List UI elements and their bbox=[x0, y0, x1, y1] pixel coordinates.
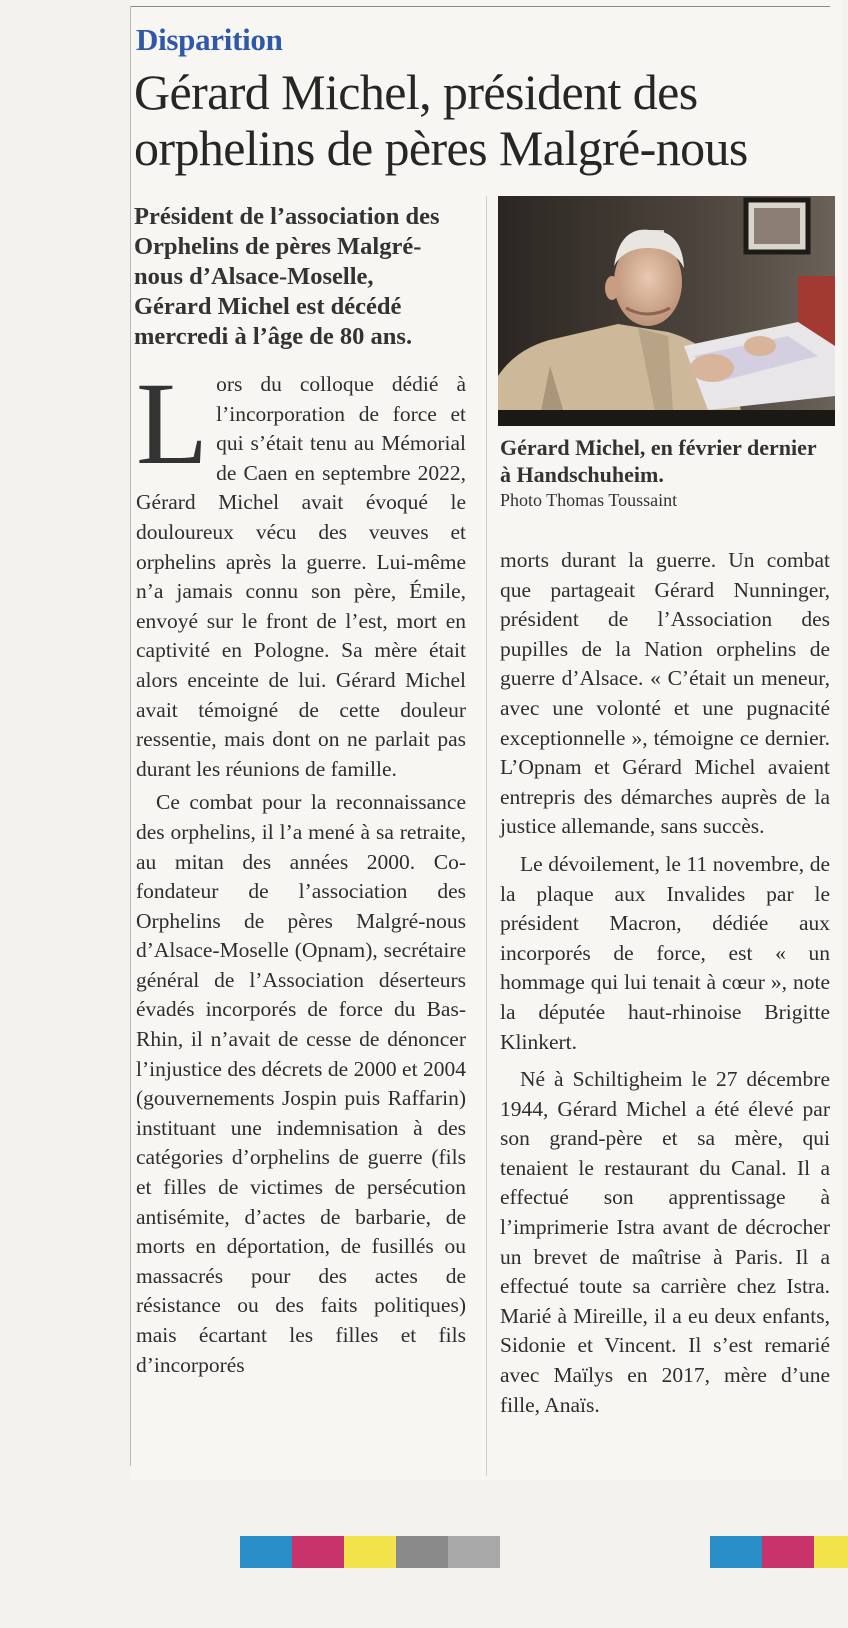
color-swatch bbox=[814, 1536, 848, 1568]
color-swatch bbox=[344, 1536, 396, 1568]
drop-cap: L bbox=[136, 358, 209, 489]
print-color-bar-left bbox=[240, 1536, 500, 1568]
photo-credit: Photo Thomas Toussaint bbox=[500, 490, 678, 510]
print-color-bar-right bbox=[710, 1536, 848, 1568]
left-rule bbox=[130, 6, 131, 1466]
body-paragraph: morts durant la guerre. Un combat que partageait Gérard Nunninger, président de l’Association des pupilles de la Nation orphelins de guerre d’Alsace. « C’était un meneur, avec une volonté et une pugnacité exceptionnelle », témoigne ce dernier. L’Opnam et Gérard Michel avaient entrepris des démarches auprès de la justice allemande, sans succès. bbox=[500, 548, 830, 839]
body-paragraph: Le dévoilement, le 11 novembre, de la plaque aux Invalides par le président Macron, dédiée aux incorporés de force, est « un hommage qui lui tenait à cœur », note la députée haut-rhinoise Brigitte Klinkert. bbox=[500, 851, 830, 1054]
portrait-photo-illustration bbox=[498, 196, 835, 426]
photo-caption bbox=[500, 434, 830, 512]
photo-caption-text: Gérard Michel, en février dernier à Handschuheim. bbox=[500, 435, 817, 487]
top-rule bbox=[130, 6, 830, 7]
portrait-photo bbox=[498, 196, 835, 426]
body-paragraph-text: ors du colloque dédié à l’incorporation de force et qui s’était tenu au Mémorial de Caen en septembre 2022, Gérard Michel avait évoqué le douloureux vécu des veuves et orphelins après la guerre. Lui-même n’a jamais connu son père, Émile, envoyé sur le front de l’est, mort en captivité en Pologne. Sa mère était alors enceinte de lui. Gérard Michel avait témoigné de cette douleur ressentie, mais dont on ne parlait pas durant les réunions de famille. bbox=[136, 372, 466, 781]
color-swatch bbox=[292, 1536, 344, 1568]
article-headline: Gérard Michel, président des orphelins de pères Malgré-nous bbox=[134, 64, 748, 176]
color-swatch bbox=[448, 1536, 500, 1568]
color-swatch bbox=[240, 1536, 292, 1568]
body-paragraph bbox=[136, 358, 466, 784]
body-paragraph: Né à Schiltigheim le 27 décembre 1944, Gérard Michel a été élevé par son grand-père et sa mère, qui tenaient le restaurant du Canal. Il a effectué son apprentissage à l’imprimerie Istra avant de décrocher un brevet de maîtrise à Paris. Il a effectué toute sa carrière chez Istra. Marié à Mireille, il a eu deux enfants, Sidonie et Vincent. Il s’est remarié avec Maïlys en 2017, mère d’une fille, Anaïs. bbox=[500, 1067, 830, 1417]
color-swatch bbox=[762, 1536, 814, 1568]
section-kicker: Disparition bbox=[136, 22, 283, 57]
article-lede: Président de l’association des Orphelins de pères Malgré-nous d’Alsace-Moselle, Gérard Michel est décédé mercredi à l’âge de 80 ans. bbox=[134, 203, 440, 350]
article-body-left-column bbox=[136, 358, 466, 1384]
article-body-right-column bbox=[500, 546, 830, 1428]
color-swatch bbox=[710, 1536, 762, 1568]
color-swatch bbox=[396, 1536, 448, 1568]
body-paragraph: Ce combat pour la reconnaissance des orphelins, il l’a mené à sa retraite, au mitan des années 2000. Co-fondateur de l’association des Orphelins de pères Malgré-nous d’Alsace-Moselle (Opnam), secrétaire général de l’Association déserteurs évadés incorporés de force du Bas-Rhin, il n’avait de cesse de dénoncer l’injustice des décrets de 2000 et 2004 (gouvernements Jospin puis Raffarin) instituant une indemnisation à des catégories d’orphelins de guerre (fils et filles de victimes de persécution antisémite, d’actes de barbarie, de morts en déportation, de fusillés ou massacrés pour des actes de résistance ou des faits politiques) mais écartant les filles et fils d’incorporés bbox=[136, 790, 466, 1377]
column-divider bbox=[486, 196, 487, 1476]
